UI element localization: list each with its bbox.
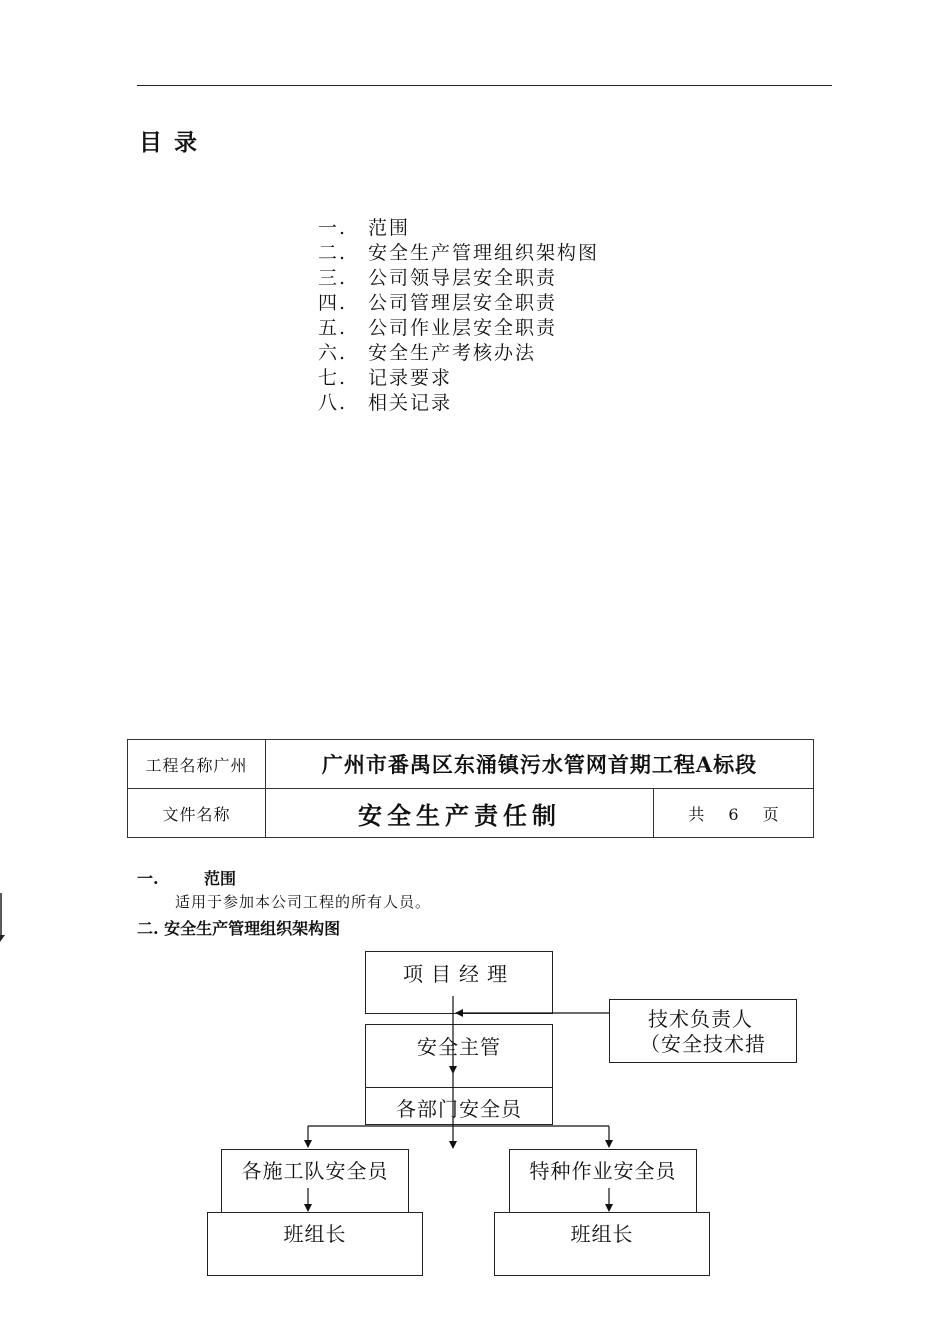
toc-title: 目录 (139, 129, 209, 156)
section-1-text: 适用于参加本公司工程的所有人员。 (175, 893, 432, 911)
org-node-group-leader-right: 班组长 (494, 1212, 710, 1276)
project-name: 广州市番禺区东涌镇污水管网首期工程A标段 (266, 740, 814, 789)
org-node-team-safety: 各施工队安全员 (221, 1149, 409, 1213)
toc-item: 二. 安全生产管理组织架构图 (318, 242, 600, 264)
toc-item: 一. 范围 (318, 217, 411, 239)
org-node-safety-supervisor: 安全主管 (365, 1024, 553, 1088)
toc-item: 四. 公司管理层安全职责 (318, 292, 558, 314)
org-node-group-leader-left: 班组长 (207, 1212, 423, 1276)
toc-item: 八. 相关记录 (318, 392, 453, 414)
org-node-tech-lead: 技术负责人 （安全技术措 (609, 999, 797, 1063)
toc-item: 六. 安全生产考核办法 (318, 342, 537, 364)
project-label: 工程名称广州 (128, 740, 266, 789)
page-count: 共 6 页 (654, 789, 814, 838)
doc-name: 安全生产责任制 (266, 789, 654, 838)
org-node-project-manager: 项目经理 (365, 951, 553, 1014)
section-2-heading: 二. 安全生产管理组织架构图 (137, 919, 341, 938)
toc-item: 五. 公司作业层安全职责 (318, 317, 558, 339)
org-node-special-safety: 特种作业安全员 (509, 1149, 697, 1213)
org-node-dept-safety: 各部门安全员 (365, 1087, 553, 1125)
section-1-heading: 一. 范围 (137, 869, 237, 888)
doc-label: 文件名称 (128, 789, 266, 838)
toc-item: 三. 公司领导层安全职责 (318, 267, 558, 289)
toc-item: 七. 记录要求 (318, 367, 453, 389)
